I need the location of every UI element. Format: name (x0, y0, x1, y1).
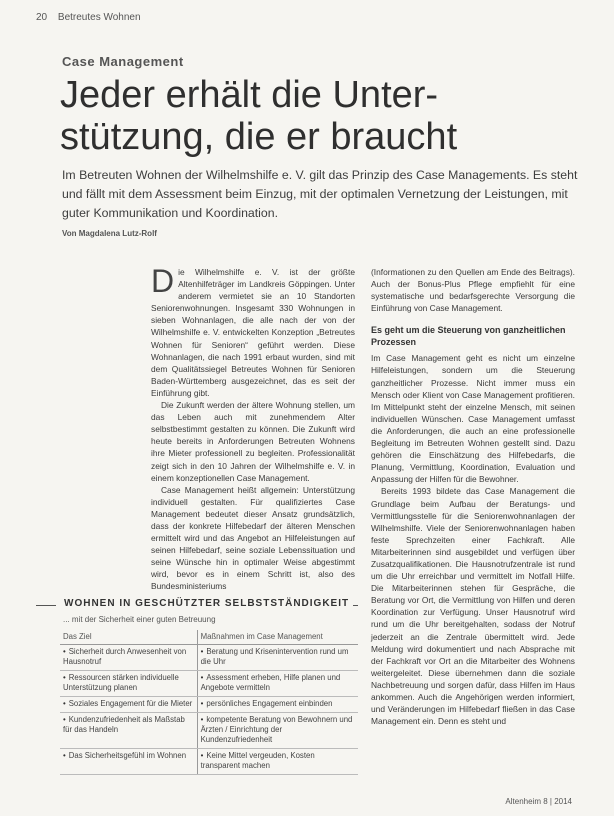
drop-cap: D (151, 263, 175, 299)
table-cell (60, 697, 197, 713)
info-box-table (60, 630, 358, 775)
paragraph: Im Case Management geht es nicht um einzelne Hilfeleistungen, sondern um die Steuerung ganzheitlicher Prozesse. Nicht immer muss ein Mensch oder Klient von Case Management profitieren. Im Mittelpunkt steht der einzelne Mensch, mit seinen individuellen Wünschen. Case Management umfasst die Anforderungen, die auch an eine professionelle Begleitung im Betreuten Wohnen gestellt sind. Dazu gehören die Einschätzung des Hilfebedarfs, die Planung, Vermittlung, Koordination, Evaluation und Anpassung der Hilfen für die Bewohner. (371, 353, 575, 485)
bullet-icon: • (200, 673, 204, 682)
body-column-left (151, 263, 355, 593)
table-header-row (60, 630, 358, 645)
paragraph: Case Management heißt allgemein: Unterstützung individuell gestalten. Für qualifiziertes Case Management bedeutet dieser Ansatz grundsätzlich, dass der konkrete Hilfebedarf der älteren Menschen ermittelt wird und das Angebot an Hilfeleistungen auf seinen Hilfebedarf, seine soziale Lebenssituation und seine Wünsche hin in optimaler Weise abgestimmt wird, bevor es in einem Schritt ist, also des Bundesministeriums (151, 484, 355, 592)
table-cell (60, 645, 197, 671)
table-row (60, 697, 358, 713)
article-kicker: Case Management (62, 54, 184, 69)
bullet-icon: • (200, 647, 204, 656)
bullet-icon: • (63, 699, 66, 708)
table-row (60, 713, 358, 749)
table-cell (197, 645, 358, 671)
article-headline: Jeder erhält die Unter-stützung, die er braucht (60, 74, 458, 158)
table-cell (197, 713, 358, 749)
bullet-icon: • (200, 699, 204, 708)
running-header (36, 12, 141, 23)
page-number: 20 (36, 12, 48, 23)
table-row (60, 671, 358, 697)
bullet-icon: • (63, 751, 66, 760)
info-box-title-row (36, 598, 358, 612)
table-row (60, 645, 358, 671)
info-box (36, 598, 358, 798)
paragraph-text: ie Wilhelmshilfe e. V. ist der größte Altenhilfeträger im Landkreis Göppingen. Unter anderem vermietet sie an 10 Standorten Seniorenwohnungen. Insgesamt 330 Wohnungen in sieben Wohnanlagen, die alle nach der von der Wilhelmshilfe e. V. entwickelten Konzeption „Betreutes Wohnen für Senioren“ geführt werden. Diese Wohnanlagen, die nach 1991 erbaut wurden, sind mit dem Qualitätssiegel Betreutes Wohnen für Senioren Baden-Württemberg ausgezeichnet, das es seit der Einführung gibt. (151, 267, 355, 398)
paragraph: Bereits 1993 bildete das Case Management die Grundlage beim Aufbau der Beratungs- und Vermittlungsstelle für die Seniorenwohnanlagen der Wilhelmshilfe. Viele der Seniorenwohnanlagen haben feste Sprechzeiten einer Fachkraft. Alle Mitarbeiterinnen sind ausgebildet und verfügen über Zusatzqualifikationen. Die Hausnotrufzentrale ist rund um die Uhr erreichbar und vermittelt im Notfall Hilfe. Die Mitarbeiterinnen stehen für Gespräche, die Beratung vor Ort, die Vermittlung von Hilfen und deren Koordination zur Verfügung. Unser Hausnotruf wird rund um die Uhr bereitgehalten, sodass der Notruf jederzeit an die Zentrale übermittelt wird. Jede Meldung wird dokumentiert und nach Absprache mit der Fachkraft vor Ort an die Mitarbeiter des Wohnens weitergeleitet. Diese übernehmen dann die soziale Nachbetreuung und sorgen dafür, dass Hilfen im Haus ankommen. Auch die Angehörigen werden informiert, und Veränderungen im Hilfebedarf fließen in das Case Management ein. Denn es steht und (371, 486, 575, 727)
table-cell (60, 749, 197, 775)
cell-text: Soziales Engagement für die Mieter (68, 699, 193, 708)
table-cell (60, 713, 197, 749)
paragraph: Die Zukunft werden der ältere Wohnung stellen, um das Leben auch mit zunehmendem Alter selbstbestimmt gestalten zu können. Die Zukunft wird heute bereits in Anforderungen Betreuten Wohnens ihre Mieter professionell zu begleiten. Professionalität zeigt sich in den 10 Jahren der Wilhelmshilfe e. V. in einem konzeptionellen Case Management. (151, 400, 355, 483)
info-box-title: WOHNEN IN GESCHÜTZTER SELBSTSTÄNDIGKEIT (60, 598, 353, 609)
column-header: Maßnahmen im Case Management (197, 630, 358, 645)
paragraph: (Informationen zu den Quellen am Ende des Beitrags). Auch der Bonus-Plus Pflege empfiehlt für eine systematische und bedarfsgerechte Versorgung die Einführung von Case Management. (371, 267, 575, 314)
column-header: Das Ziel (60, 630, 197, 645)
paragraph (151, 263, 355, 399)
issue-footer: Altenheim 8 | 2014 (505, 797, 572, 806)
section-name: Betreutes Wohnen (57, 12, 141, 23)
cell-text: Assessment erheben, Hilfe planen und Angebote vermitteln (200, 673, 341, 692)
cell-text: Keine Mittel vergeuden, Kosten transparent machen (200, 751, 315, 770)
title-rule-left (36, 605, 56, 606)
bullet-icon: • (63, 647, 66, 656)
info-box-subtitle: ... mit der Sicherheit einer guten Betreuung (63, 615, 216, 624)
cell-text: persönliches Engagement einbinden (206, 699, 333, 708)
cell-text: Das Sicherheitsgefühl im Wohnen (68, 751, 187, 760)
section-subheading: Es geht um die Steuerung von ganzheitlichen Prozessen (371, 325, 566, 348)
body-column-right (371, 266, 575, 727)
table-cell (197, 671, 358, 697)
bullet-icon: • (200, 715, 204, 724)
cell-text: Ressourcen stärken individuelle Unterstützung planen (63, 673, 179, 692)
cell-text: Sicherheit durch Anwesenheit von Hausnotruf (63, 647, 187, 666)
cell-text: Kundenzufriedenheit als Maßstab für das Handeln (63, 715, 185, 734)
table-cell (197, 749, 358, 775)
cell-text: Beratung und Krisenintervention rund um die Uhr (200, 647, 349, 666)
bullet-icon: • (63, 673, 66, 682)
table-row (60, 749, 358, 775)
article-lead: Im Betreuten Wohnen der Wilhelmshilfe e. V. gilt das Prinzip des Case Managements. Es steht und fällt mit dem Assessment beim Einzug, mit der optimalen Vernetzung der Leistungen, mit guter Kommunikation und Koordination. (62, 168, 578, 220)
article-byline: Von Magdalena Lutz-Rolf (62, 229, 157, 238)
bullet-icon: • (63, 715, 66, 724)
bullet-icon: • (200, 751, 204, 760)
table-cell (60, 671, 197, 697)
table-cell (197, 697, 358, 713)
cell-text: kompetente Beratung von Bewohnern und Ärzten / Einrichtung der Kundenzufriedenheit (200, 715, 353, 744)
